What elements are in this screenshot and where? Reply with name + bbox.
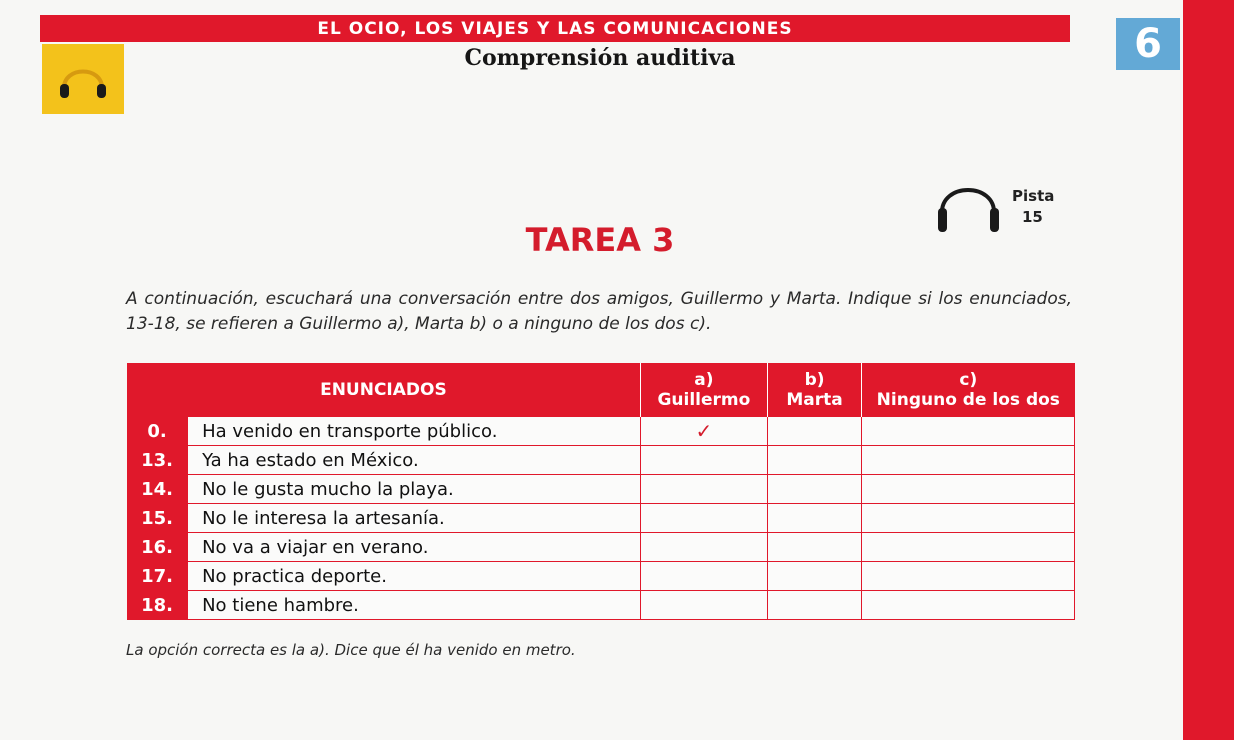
task-title: TAREA 3 — [525, 221, 675, 259]
row-statement: No le gusta mucho la playa. — [188, 475, 641, 504]
answer-cell-a[interactable] — [640, 446, 767, 475]
answer-cell-c[interactable] — [862, 446, 1075, 475]
table-header-row — [127, 363, 1075, 417]
table-row — [127, 504, 1075, 533]
task-instructions: A continuación, escuchará una conversación entre dos amigos, Guillermo y Marta. Indique si los enunciados, 13-18, se refieren a Guillermo a), Marta b) o a ninguno de los dos c). — [126, 289, 1072, 334]
row-number: 17. — [127, 562, 188, 591]
answer-cell-c[interactable] — [862, 533, 1075, 562]
header-option-a-name: Guillermo — [657, 390, 751, 410]
table-row — [127, 446, 1075, 475]
header-option-b-letter: b) — [804, 370, 825, 390]
section-title: Comprensión auditiva — [464, 45, 736, 71]
table-row — [127, 591, 1075, 620]
header-option-c-name: Ninguno de los dos — [876, 390, 1060, 410]
answer-cell-c[interactable] — [862, 475, 1075, 504]
statements-table — [127, 363, 1075, 620]
page-edge-strip — [1183, 0, 1234, 740]
answer-cell-a[interactable] — [640, 475, 767, 504]
answer-cell-c[interactable] — [862, 504, 1075, 533]
row-number: 0. — [127, 417, 188, 446]
answer-cell-a[interactable] — [640, 504, 767, 533]
header-statements: ENUNCIADOS — [127, 363, 640, 417]
row-statement: Ha venido en transporte público. — [188, 417, 641, 446]
table-row — [127, 533, 1075, 562]
chapter-number-tab: 6 — [1116, 18, 1180, 70]
answer-cell-c[interactable] — [862, 591, 1075, 620]
answer-cell-b[interactable] — [767, 504, 861, 533]
answer-cell-b[interactable] — [767, 591, 861, 620]
answer-cell-a[interactable]: ✓ — [640, 417, 767, 446]
table-row — [127, 562, 1075, 591]
answer-cell-b[interactable] — [767, 562, 861, 591]
table-row — [127, 475, 1075, 504]
track-label: Pista — [1012, 187, 1055, 205]
row-statement: Ya ha estado en México. — [188, 446, 641, 475]
header-option-b-name: Marta — [786, 390, 843, 410]
row-number: 15. — [127, 504, 188, 533]
row-number: 13. — [127, 446, 188, 475]
row-statement: No practica deporte. — [188, 562, 641, 591]
row-statement: No tiene hambre. — [188, 591, 641, 620]
row-number: 14. — [127, 475, 188, 504]
answer-cell-c[interactable] — [862, 417, 1075, 446]
row-statement: No le interesa la artesanía. — [188, 504, 641, 533]
headphones-icon — [56, 58, 110, 102]
answer-cell-a[interactable] — [640, 562, 767, 591]
header-option-c — [862, 363, 1075, 417]
answer-cell-b[interactable] — [767, 446, 861, 475]
answer-explanation: La opción correcta es la a). Dice que él ha venido en metro. — [126, 641, 576, 659]
header-option-a — [640, 363, 767, 417]
row-statement: No va a viajar en verano. — [188, 533, 641, 562]
table-row — [127, 417, 1075, 446]
answer-cell-c[interactable] — [862, 562, 1075, 591]
answer-cell-a[interactable] — [640, 533, 767, 562]
header-option-c-letter: c) — [959, 370, 978, 390]
track-number: 15 — [1022, 208, 1043, 226]
row-number: 18. — [127, 591, 188, 620]
answer-cell-a[interactable] — [640, 591, 767, 620]
answer-cell-b[interactable] — [767, 533, 861, 562]
listening-badge — [42, 44, 124, 114]
header-option-a-letter: a) — [694, 370, 714, 390]
unit-banner: EL OCIO, LOS VIAJES Y LAS COMUNICACIONES — [40, 15, 1070, 42]
answer-cell-b[interactable] — [767, 475, 861, 504]
row-number: 16. — [127, 533, 188, 562]
answer-cell-b[interactable] — [767, 417, 861, 446]
header-option-b — [767, 363, 861, 417]
